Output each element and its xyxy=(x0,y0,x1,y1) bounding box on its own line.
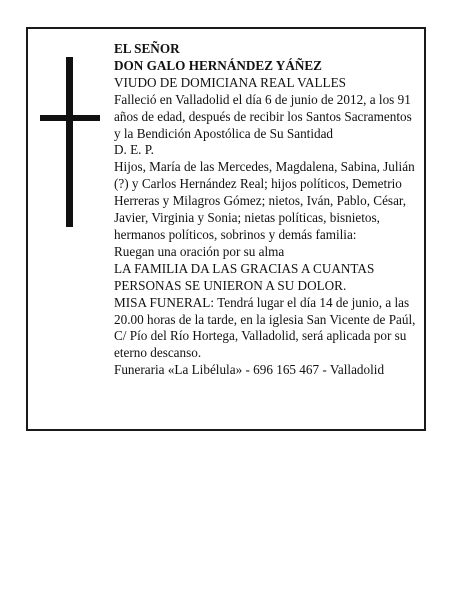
funeral-mass: MISA FUNERAL: Tendrá lugar el día 14 de junio, a las 20.00 horas de la tarde, en la iglesia San Vicente de Paúl, C/ Pío del Río Hortega, Valladolid, será aplicada por su eterno descanso. xyxy=(114,294,416,361)
rip-line: D. E. P. xyxy=(114,142,154,158)
funeral-home: Funeraria «La Libélula» - 696 165 467 - Valladolid xyxy=(114,362,385,378)
obituary-notice xyxy=(26,27,426,431)
cross-vertical-bar xyxy=(66,57,73,227)
family-thanks: LA FAMILIA DA LAS GRACIAS A CUANTAS PERSONAS SE UNIERON A SU DOLOR. xyxy=(114,260,375,293)
family-list: Hijos, María de las Mercedes, Magdalena, Sabina, Julián (?) y Carlos Hernández Real; hijos políticos, Demetrio Herreras y Milagros Gómez; nietos, Iván, Pablo, César, Javier, Virginia y Sonia; nietas políticas, bisnietos, hermanos políticos, sobrinos y demás familia: xyxy=(114,159,415,242)
widower-line: VIUDO DE DOMICIANA REAL VALLES xyxy=(114,74,346,90)
obituary-text xyxy=(114,41,420,379)
death-details: Falleció en Valladolid el día 6 de junio de 2012, a los 91 años de edad, después de recibir los Santos Sacramentos y la Bendición Apostólica de Su Santidad xyxy=(114,91,412,141)
deceased-name: DON GALO HERNÁNDEZ YÁÑEZ xyxy=(114,57,322,73)
deceased-title: EL SEÑOR xyxy=(114,41,180,56)
prayer-request: Ruegan una oración por su alma xyxy=(114,243,285,259)
cross-horizontal-bar xyxy=(40,115,100,121)
cross-icon xyxy=(40,57,100,227)
